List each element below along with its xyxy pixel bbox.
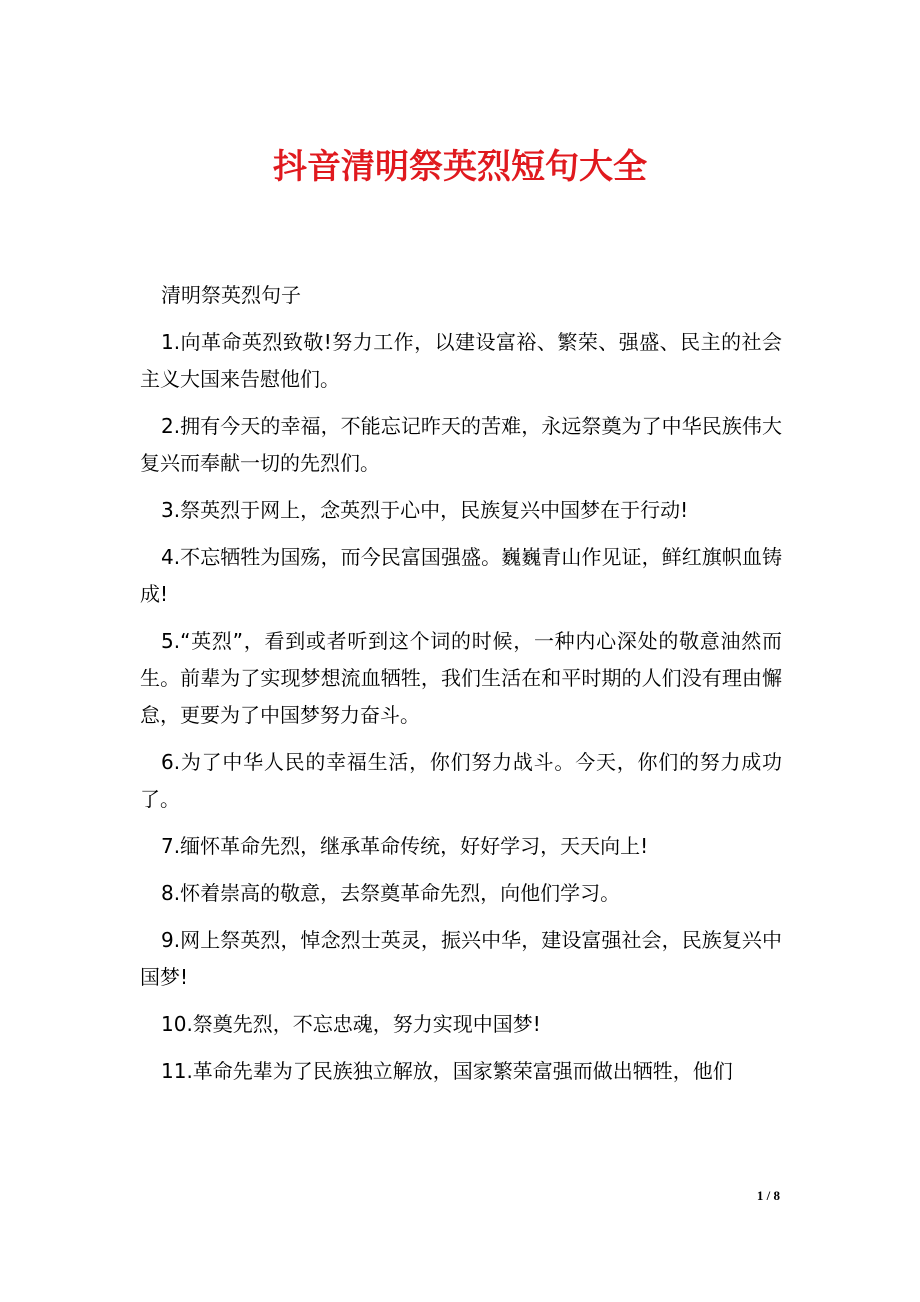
- section-heading: 清明祭英烈句子: [161, 283, 301, 307]
- paragraph-3: 3.祭英烈于网上，念英烈于心中，民族复兴中国梦在于行动!: [161, 498, 689, 522]
- paragraph-10: 10.祭奠先烈，不忘忠魂，努力实现中国梦!: [161, 1012, 541, 1036]
- paragraph-9: 9.网上祭英烈，悼念烈士英灵，振兴中华，建设富强社会，民族复兴中国梦!: [140, 928, 782, 989]
- paragraph-7: 7.缅怀革命先烈，继承革命传统，好好学习，天天向上!: [161, 834, 649, 858]
- paragraph-4: 4.不忘牺牲为国殇，而今民富国强盛。巍巍青山作见证，鲜红旗帜血铸成!: [140, 545, 782, 606]
- paragraph-2: 2.拥有今天的幸福，不能忘记昨天的苦难，永远祭奠为了中华民族伟大复兴而奉献一切的先烈们。: [140, 414, 782, 475]
- paragraph-1: 1.向革命英烈致敬!努力工作，以建设富裕、繁荣、强盛、民主的社会主义大国来告慰他们。: [140, 330, 782, 391]
- page-number: 1 / 8: [756, 1188, 780, 1203]
- paragraph-8: 8.怀着崇高的敬意，去祭奠革命先烈，向他们学习。: [161, 881, 621, 905]
- paragraph-5: 5.“英烈”，看到或者听到这个词的时候，一种内心深处的敬意油然而生。前辈为了实现梦想流血牺牲，我们生活在和平时期的人们没有理由懈怠，更要为了中国梦努力奋斗。: [140, 629, 782, 727]
- document-body: [140, 277, 782, 1100]
- document-title: 抖音清明祭英烈短句大全: [273, 147, 647, 187]
- paragraph-6: 6.为了中华人民的幸福生活，你们努力战斗。今天，你们的努力成功了。: [140, 750, 782, 811]
- paragraph-11: 11.革命先辈为了民族独立解放，国家繁荣富强而做出牺牲，他们: [161, 1059, 733, 1083]
